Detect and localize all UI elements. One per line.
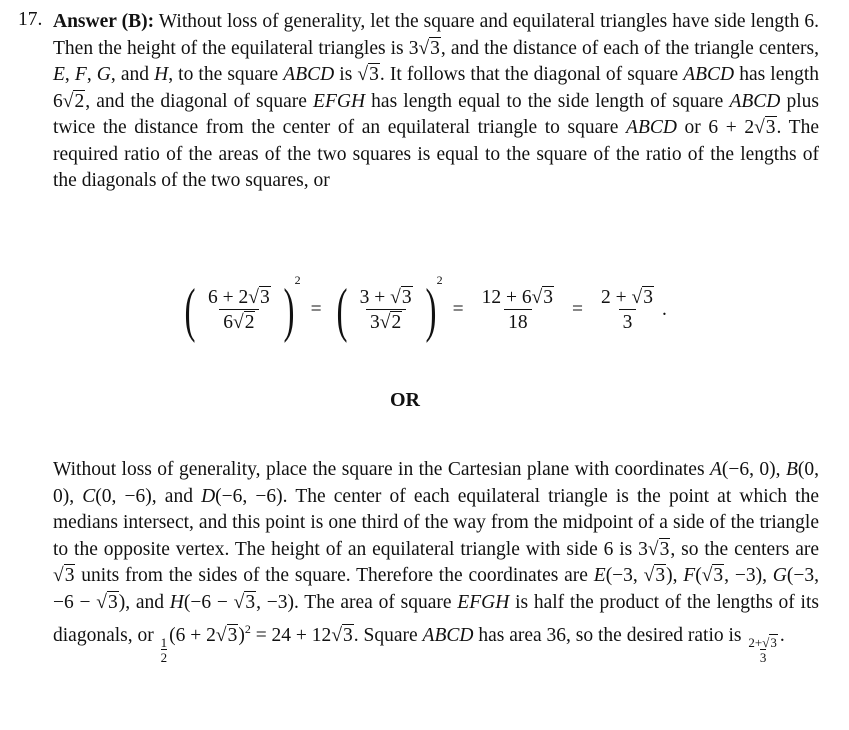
sqrt: √3 (331, 625, 353, 646)
answer-label: Answer (B): (53, 11, 155, 32)
text: , to the square (168, 64, 284, 85)
var: F (74, 64, 87, 85)
equals-sign: = (572, 299, 584, 320)
solution-paragraph-2: Without loss of generality, place the square in the Cartesian plane with coordinates A(−6, 0), B(0, 0), C(0, −6), and D(−6, −6). The center of each equilateral triangle is the point at which the medians intersect, and this point is one third of the way from the midpoint of a side of the triangle to the opposite vertex. The height of an equilateral triangle with side 6 is 3√3, so the centers are √3 units from the sides of the square. Therefore the coordinates are E(−3, √3), F(√3, −3), G(−3, −6 − √3), and H(−6 − √3, −3). The area of square EFGH is half the product of the lengths of its diagonals, or $\frac{1}{2}$ $(6 + 2√3)^2 = 24 + 12√3$. Square ABCD has area 36, so the desired ratio is $\frac{2+√3}{3}$ . (53, 459, 820, 665)
solution-paragraph-1: Answer (B): Without loss of generality, let the square and equilateral triangles have side length 6. Then the height of the equilateral triangles is 3√3, and the distance of each of the triangle centers, E, F, G, and H, to the square ABCD is √3. It follows that the diagonal of square ABCD has length 6√2, and the diagonal of square EFGH has length equal to the side length of square ABCD plus twice the distance from the center of an equilateral triangle to square ABCD or 6 + 2√3. The required ratio of the areas of the two squares is equal to the square of the ratio of the lengths of the diagonals of the two squares, or (53, 11, 820, 191)
text: , and (110, 64, 155, 85)
sqrt: √3 (357, 64, 379, 85)
fraction-1: $\frac{6 + 2√3}{6√2}$ (207, 286, 270, 333)
sqrt: √3 (701, 565, 724, 586)
fraction-one-half: $\frac{1}{2}$ (160, 635, 168, 665)
text: . It follows that the diagonal of square (379, 64, 684, 85)
sqrt: √3 (643, 565, 666, 586)
var: EFGH (313, 90, 366, 112)
var: ABCD (729, 90, 781, 112)
var: ABCD (683, 64, 735, 85)
text: has length 6 (53, 64, 820, 112)
equals-sign: = (452, 299, 464, 320)
text: , and the distance of each of the triangle centers, (440, 37, 819, 59)
paren-open: ( (184, 277, 196, 343)
sqrt: √3 (418, 37, 440, 59)
sqrt: √3 (754, 117, 776, 138)
exponent: 2 (436, 272, 443, 287)
fraction-4: $\frac{2 + √3}{3}$ (601, 286, 653, 333)
text: , and the diagonal of square (85, 90, 314, 112)
text: plus twice the distance from the center of an equilateral triangle to square (53, 90, 819, 138)
exponent: 2 (294, 272, 301, 287)
text: or 6 + 2 (676, 117, 755, 138)
or-divider: OR (390, 389, 420, 411)
sqrt: √3 (233, 591, 256, 613)
equals-sign: = (310, 299, 322, 320)
sqrt: √3 (215, 625, 238, 646)
fraction-answer-ratio: $\frac{2+√3}{3}$ (748, 635, 777, 665)
text: is (334, 64, 358, 85)
fraction-2: $\frac{3 + √3}{3√2}$ (359, 286, 412, 333)
sqrt: √2 (62, 90, 85, 112)
var: ABCD (283, 64, 335, 85)
fraction-3: $\frac{12 + 6√3}{18}$ (481, 286, 554, 333)
var: G (96, 64, 111, 85)
text: has length equal to the side length of square (365, 90, 730, 112)
sqrt: √3 (53, 565, 75, 586)
text: . The required ratio of the areas of the two squares is equal to the square of the ratio of the lengths of the diagonals of the two squares, or (53, 117, 819, 191)
paren-close: ) (425, 277, 437, 343)
sqrt: √3 (647, 538, 670, 560)
var: H (154, 64, 169, 85)
text: Without loss of generality, let the square and equilateral triangles have side length 6. Then the height of the equilateral triangles is 3 (53, 11, 820, 59)
problem-number: 17. (18, 9, 43, 30)
display-equation (180, 268, 667, 352)
paren-close: ) (283, 277, 295, 343)
text: Without loss of generality, place the square in the Cartesian plane with coordinates (53, 459, 710, 480)
var: ABCD (626, 117, 677, 138)
period: . (662, 299, 667, 320)
sqrt: √3 (96, 591, 118, 613)
var: E (53, 64, 65, 85)
paren-open: ( (336, 277, 348, 343)
